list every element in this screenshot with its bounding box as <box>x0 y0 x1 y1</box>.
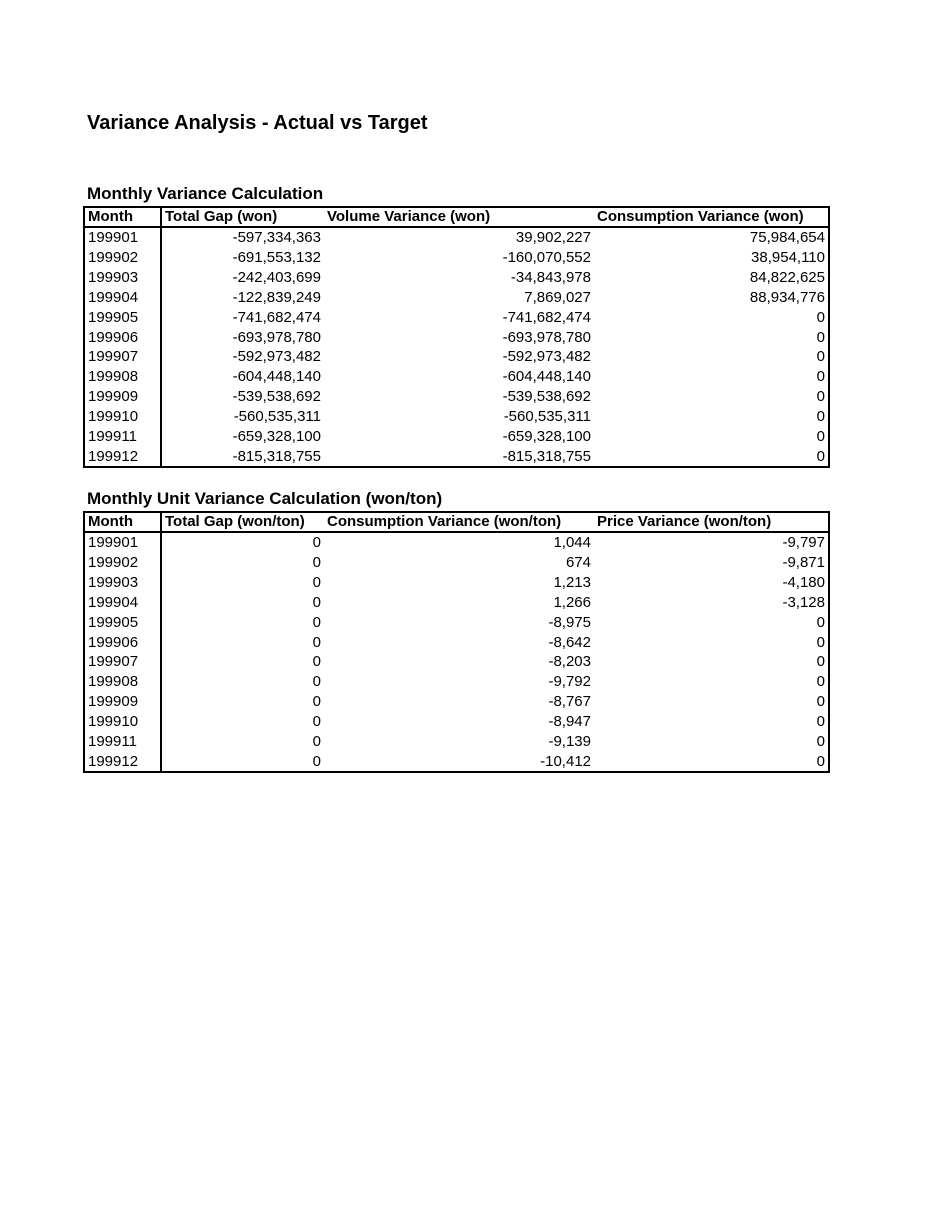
cell-value: 0 <box>312 653 321 671</box>
cell-month: 199906 <box>84 327 161 347</box>
cell-value: 88,934,776 <box>749 288 825 306</box>
cell-value: -160,070,552 <box>502 249 591 267</box>
column-header-month: Month <box>84 512 161 532</box>
cell-value: 0 <box>312 593 321 611</box>
cell-value: 7,869,027 <box>524 288 591 306</box>
cell-month: 199904 <box>84 287 161 307</box>
cell-value: -560,535,311 <box>233 407 321 425</box>
cell-value: 0 <box>816 407 825 425</box>
cell-month: 199910 <box>84 406 161 426</box>
cell-value: -659,328,100 <box>502 427 591 445</box>
cell-value: 0 <box>816 653 825 671</box>
table-row <box>84 573 829 593</box>
table-row <box>84 268 829 288</box>
cell-value: 0 <box>816 427 825 445</box>
cell-month: 199907 <box>84 347 161 367</box>
cell-value: 38,954,110 <box>751 249 825 267</box>
table-row <box>84 307 829 327</box>
cell-value: 84,822,625 <box>749 269 825 287</box>
cell-value: 0 <box>312 554 321 572</box>
cell-value: -659,328,100 <box>232 427 321 445</box>
cell-value: -3,128 <box>782 593 825 611</box>
cell-value: 0 <box>816 388 825 406</box>
column-header-total-gap: Total Gap (won) <box>161 207 324 227</box>
cell-month: 199912 <box>84 446 161 467</box>
table-row <box>84 532 829 553</box>
cell-value: 1,266 <box>553 593 591 611</box>
cell-value: 1,213 <box>553 574 591 592</box>
cell-value: -9,792 <box>548 673 591 691</box>
column-header-month: Month <box>84 207 161 227</box>
cell-value: -693,978,780 <box>502 328 591 346</box>
page-title: Variance Analysis - Actual vs Target <box>87 112 428 134</box>
cell-value: -9,797 <box>782 534 825 552</box>
cell-value: -8,767 <box>548 693 591 711</box>
cell-value: 1,044 <box>553 534 591 552</box>
cell-month: 199901 <box>84 532 161 553</box>
cell-value: 0 <box>816 613 825 631</box>
cell-value: -604,448,140 <box>232 368 321 386</box>
table-row <box>84 672 829 692</box>
table-row <box>84 347 829 367</box>
cell-month: 199902 <box>84 553 161 573</box>
monthly-variance-table <box>83 206 830 468</box>
column-header-consumption-variance: Consumption Variance (won/ton) <box>324 512 594 532</box>
table-row <box>84 248 829 268</box>
cell-value: -741,682,474 <box>232 308 321 326</box>
cell-month: 199912 <box>84 751 161 772</box>
cell-value: -693,978,780 <box>232 328 321 346</box>
table-row <box>84 387 829 407</box>
table-row <box>84 731 829 751</box>
unit-variance-table <box>83 511 830 773</box>
cell-value: 674 <box>565 554 591 572</box>
cell-value: -8,947 <box>548 712 591 730</box>
cell-value: -9,139 <box>548 732 591 750</box>
cell-value: -597,334,363 <box>232 229 321 247</box>
cell-value: -604,448,140 <box>502 368 591 386</box>
table-row <box>84 652 829 672</box>
cell-month: 199911 <box>84 731 161 751</box>
table-row <box>84 406 829 426</box>
cell-month: 199908 <box>84 367 161 387</box>
cell-value: 0 <box>816 712 825 730</box>
cell-value: -9,871 <box>782 554 825 572</box>
table-row <box>84 367 829 387</box>
cell-value: 0 <box>312 633 321 651</box>
column-header-consumption-variance: Consumption Variance (won) <box>594 207 829 227</box>
column-header-volume-variance: Volume Variance (won) <box>324 207 594 227</box>
cell-value: -122,839,249 <box>232 288 321 306</box>
cell-value: -34,843,978 <box>510 269 591 287</box>
cell-value: -242,403,699 <box>232 269 321 287</box>
cell-value: 0 <box>816 673 825 691</box>
cell-month: 199911 <box>84 426 161 446</box>
cell-value: 0 <box>816 752 825 770</box>
cell-month: 199909 <box>84 692 161 712</box>
cell-value: -691,553,132 <box>232 249 321 267</box>
cell-value: -815,318,755 <box>232 447 321 465</box>
cell-month: 199901 <box>84 227 161 248</box>
table-row <box>84 592 829 612</box>
cell-month: 199905 <box>84 612 161 632</box>
cell-value: 0 <box>312 712 321 730</box>
table-row <box>84 327 829 347</box>
column-header-total-gap: Total Gap (won/ton) <box>161 512 324 532</box>
cell-value: -539,538,692 <box>232 388 321 406</box>
table-row <box>84 287 829 307</box>
table-row <box>84 426 829 446</box>
table-row <box>84 553 829 573</box>
cell-value: 39,902,227 <box>515 229 591 247</box>
table-row <box>84 711 829 731</box>
cell-value: 0 <box>312 752 321 770</box>
cell-value: 0 <box>816 368 825 386</box>
cell-value: 0 <box>816 633 825 651</box>
unit-variance-title: Monthly Unit Variance Calculation (won/ton) <box>87 489 443 508</box>
cell-value: -8,975 <box>548 613 591 631</box>
cell-value: 0 <box>312 693 321 711</box>
cell-value: 0 <box>816 328 825 346</box>
cell-month: 199907 <box>84 652 161 672</box>
table-row <box>84 632 829 652</box>
cell-value: 75,984,654 <box>749 229 825 247</box>
cell-value: 0 <box>312 613 321 631</box>
cell-value: 0 <box>816 308 825 326</box>
cell-value: -8,642 <box>548 633 591 651</box>
table-row <box>84 612 829 632</box>
cell-value: -560,535,311 <box>503 407 591 425</box>
cell-value: 0 <box>816 732 825 750</box>
monthly-variance-title: Monthly Variance Calculation <box>87 184 324 203</box>
cell-month: 199908 <box>84 672 161 692</box>
cell-value: -741,682,474 <box>502 308 591 326</box>
table-header-row <box>84 512 829 532</box>
cell-value: -592,973,482 <box>502 348 591 366</box>
cell-month: 199904 <box>84 592 161 612</box>
cell-value: -10,412 <box>540 752 591 770</box>
cell-month: 199902 <box>84 248 161 268</box>
cell-value: 0 <box>312 673 321 691</box>
table-row <box>84 446 829 467</box>
cell-month: 199903 <box>84 573 161 593</box>
cell-month: 199905 <box>84 307 161 327</box>
cell-value: 0 <box>312 574 321 592</box>
cell-value: 0 <box>816 447 825 465</box>
cell-month: 199910 <box>84 711 161 731</box>
cell-month: 199903 <box>84 268 161 288</box>
cell-value: -539,538,692 <box>502 388 591 406</box>
cell-value: -815,318,755 <box>502 447 591 465</box>
cell-value: -8,203 <box>548 653 591 671</box>
cell-value: 0 <box>312 732 321 750</box>
table-header-row <box>84 207 829 227</box>
cell-value: -4,180 <box>782 574 825 592</box>
cell-value: 0 <box>816 693 825 711</box>
monthly-variance-body <box>84 227 829 467</box>
table-row <box>84 751 829 772</box>
table-row <box>84 227 829 248</box>
unit-variance-body <box>84 532 829 772</box>
cell-month: 199909 <box>84 387 161 407</box>
cell-value: -592,973,482 <box>232 348 321 366</box>
cell-value: 0 <box>312 534 321 552</box>
cell-month: 199906 <box>84 632 161 652</box>
cell-value: 0 <box>816 348 825 366</box>
column-header-price-variance: Price Variance (won/ton) <box>594 512 829 532</box>
table-row <box>84 692 829 712</box>
